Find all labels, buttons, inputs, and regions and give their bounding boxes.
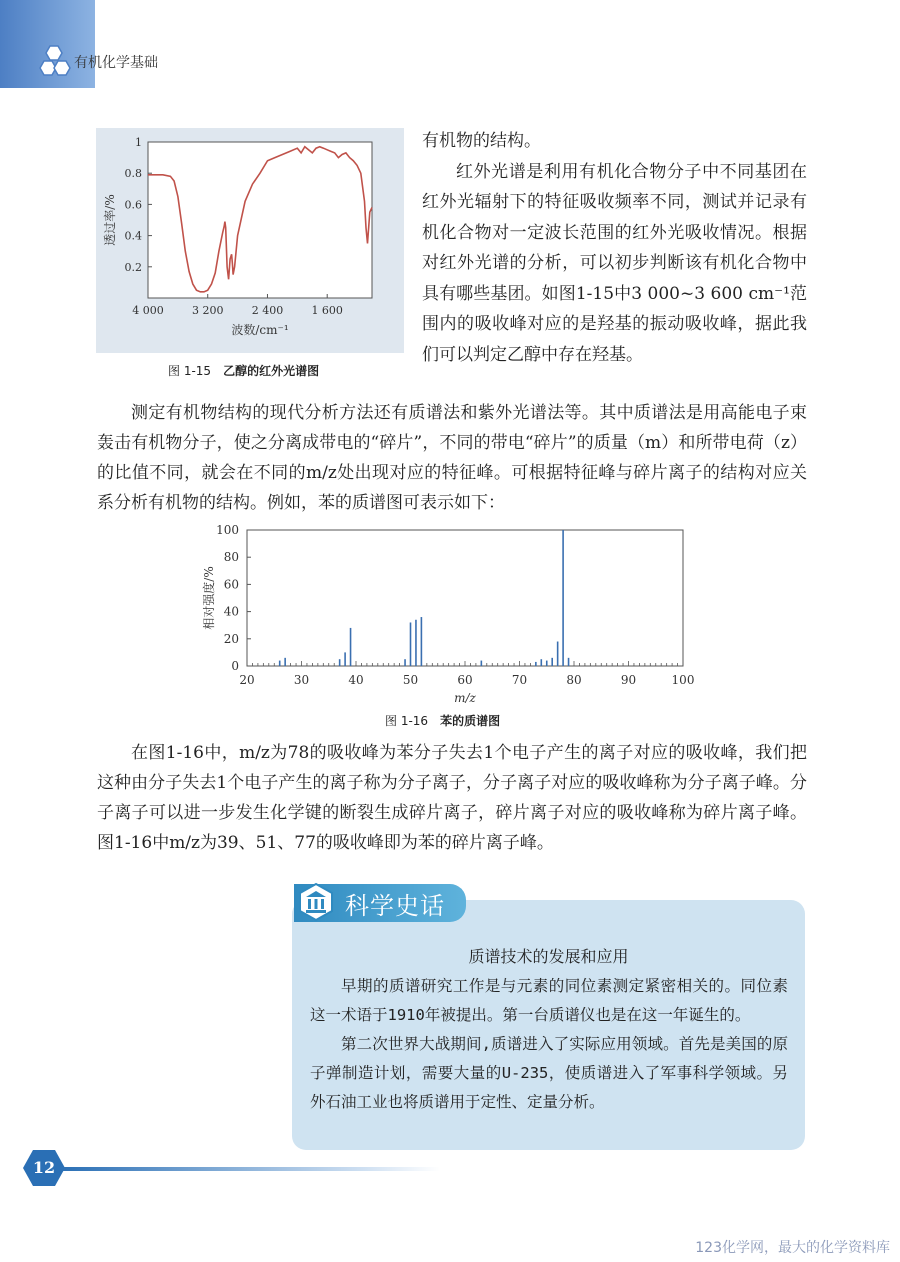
ms-y-axis-label: 相对强度/% [202, 566, 216, 630]
ir-y-tick-label: 1 [135, 136, 142, 149]
museum-icon [296, 882, 336, 922]
ms-figure-caption [385, 712, 500, 729]
ms-x-tick-label: 80 [566, 673, 582, 687]
history-paragraph: 第二次世界大战期间,质谱进入了实际应用领域。首先是美国的原子弹制造计划，需要大量的U-235，使质谱进入了军事科学领域。另外石油工业也将质谱用于定性、定量分析。 [310, 1035, 788, 1111]
ms-y-tick-label: 80 [223, 550, 239, 565]
ir-y-tick-label: 0.4 [124, 229, 142, 243]
ir-y-tick-label: 0.2 [124, 260, 142, 274]
ms-caption-number: 图 1-16 [385, 714, 429, 728]
mass-spec-explain-paragraph: 在图1-16中，m/z为78的吸收峰为苯分子失去1个电子产生的离子对应的吸收峰，我们把这种由分子失去1个电子产生的离子称为分子离子，分子离子对应的吸收峰称为分子离子峰。分子离子可以进一步发生化学键的断裂生成碎片离子，碎片离子对应的吸收峰称为碎片离子峰。图1-16中m/z为39、51、77的吸收峰即为苯的碎片离子峰。 [97, 743, 807, 853]
ir-spectrum-chart [96, 128, 404, 353]
ms-y-tick-label: 60 [223, 577, 239, 592]
ir-x-axis-label: 波数/cm⁻¹ [231, 323, 289, 337]
ms-x-tick-label: 50 [402, 673, 419, 687]
ir-x-tick-label: 2 400 [251, 304, 284, 317]
ms-x-tick-label: 100 [671, 673, 695, 687]
ms-caption-text: 苯的质谱图 [440, 714, 501, 728]
ms-x-tick-label: 90 [620, 673, 637, 687]
ir-y-axis-label: 透过率/% [103, 194, 117, 246]
ms-y-tick-label: 40 [223, 604, 239, 619]
ir-text-column [422, 126, 807, 370]
ms-x-tick-label: 40 [348, 673, 364, 687]
history-box-title: 质谱技术的发展和应用 [468, 947, 629, 966]
book-title: 有机化学基础 [74, 55, 158, 71]
page-number: 12 [32, 1158, 56, 1177]
history-paragraph: 早期的质谱研究工作是与元素的同位素测定紧密相关的。同位素这一术语于1910年被提出。第一台质谱仪也是在这一年诞生的。 [310, 977, 788, 1024]
ir-caption-text: 乙醇的红外光谱图 [223, 364, 320, 378]
ir-caption-number: 图 1-15 [168, 364, 212, 378]
ms-x-tick-label: 60 [457, 673, 473, 687]
footer-rule [60, 1167, 440, 1171]
ir-spectrum-figure [96, 128, 404, 353]
history-box-body [310, 972, 788, 1117]
ms-y-tick-label: 100 [216, 523, 239, 537]
mass-spectrum-chart [195, 522, 695, 710]
ir-x-tick-label: 3 200 [191, 304, 224, 317]
ir-paragraph: 红外光谱是利用有机化合物分子中不同基团在红外光辐射下的特征吸收频率不同，测试并记录有机化合物对一定波长范围的红外光吸收情况。根据对红外光谱的分析，可以初步判断该有机化合物中具有哪些基团。如图1-15中3 000~3 600 cm⁻¹范围内的吸收峰对应的是羟基的振动吸收峰，据此我们可以判定乙醇中存在羟基。 [422, 161, 807, 365]
ms-y-tick-label: 20 [223, 631, 239, 646]
ir-x-tick-label: 1 600 [311, 304, 343, 317]
ms-plot-area [247, 530, 683, 666]
ms-x-axis-label: m/z [454, 691, 476, 705]
ir-text-line: 有机物的结构。 [422, 131, 541, 151]
hexagon-logo-icon [36, 42, 76, 82]
mass-spectrum-figure [195, 522, 695, 710]
ir-y-tick-label: 0.8 [124, 167, 142, 181]
ms-x-tick-label: 20 [239, 673, 255, 687]
mass-spec-intro-paragraph: 测定有机物结构的现代分析方法还有质谱法和紫外光谱法等。其中质谱法是用高能电子束轰击有机物分子，使之分离成带电的“碎片”，不同的带电“碎片”的质量（m）和所带电荷（z）的比值不同，就会在不同的m/z处出现对应的特征峰。可根据特征峰与碎片离子的结构对应关系分析有机物的结构。例如，苯的质谱图可表示如下： [97, 403, 807, 513]
ir-y-tick-label: 0.6 [124, 198, 142, 212]
ms-x-tick-label: 30 [293, 673, 310, 687]
ir-figure-caption [168, 362, 319, 379]
ir-x-tick-label: 4 000 [132, 304, 164, 317]
science-history-label: 科学史话 [345, 892, 445, 920]
ms-y-tick-label: 0 [231, 659, 239, 673]
watermark-text: 123化学网，最大的化学资料库 [695, 1240, 890, 1256]
ms-x-tick-label: 70 [511, 673, 528, 687]
